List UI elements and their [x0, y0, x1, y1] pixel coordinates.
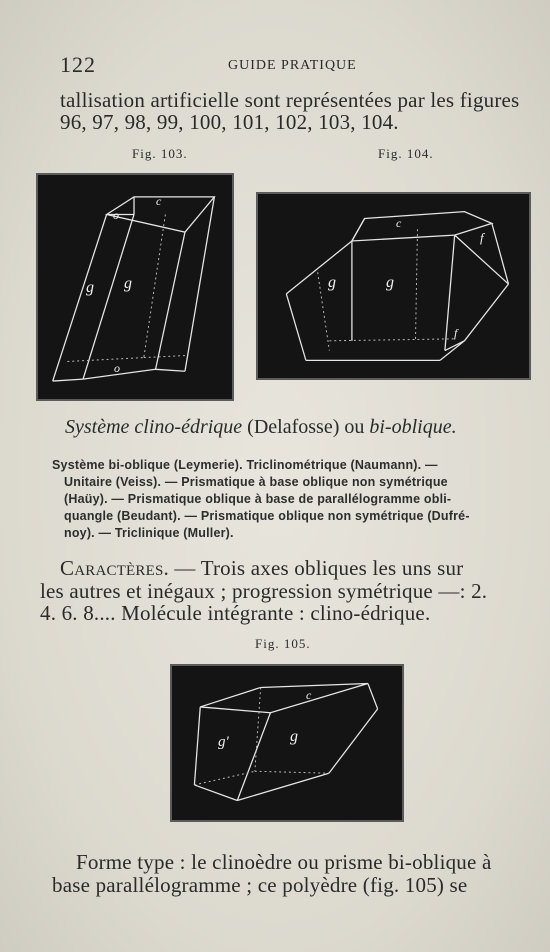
fig103-face-c: c — [156, 194, 162, 208]
figure-105-crystal-drawing — [172, 666, 402, 820]
fig105-face-g-prime: g' — [218, 734, 229, 750]
characters-line-1-text: — Trois axes obliques les uns sur — [168, 556, 464, 580]
fig105-face-c: c — [306, 688, 312, 702]
paragraph-top-line-2: 96, 97, 98, 99, 100, 101, 102, 103, 104. — [60, 110, 399, 134]
synonyms-line-3: (Haüy). — Prismatique oblique à base de parallélogramme obli- — [64, 492, 452, 506]
paragraph-top-line-1: tallisation artificielle sont représentées par les figures — [60, 88, 520, 112]
synonyms-line-4: quangle (Beudant). — Prismatique oblique non symétrique (Dufré- — [64, 509, 470, 523]
fig104-face-g-left: g — [328, 274, 336, 291]
synonyms-line-5: noy). — Triclinique (Muller). — [64, 526, 234, 540]
figure-104-label: Fig. 104. — [378, 146, 434, 161]
synonyms-line-1: Système bi-oblique (Leymerie). Triclinométrique (Naumann). — — [52, 458, 438, 472]
fig103-face-g-right: g — [124, 275, 132, 292]
figure-103-plate — [36, 173, 234, 401]
fig104-face-f-top: f — [480, 230, 484, 245]
fig104-face-f-bottom: f — [454, 326, 458, 340]
fig103-face-o-bottom: o — [114, 361, 120, 375]
figure-103-label: Fig. 103. — [132, 146, 188, 161]
caption-system-name: Système clino-édrique — [65, 416, 243, 438]
characters-line-3: 4. 6. 8.... Molécule intégrante : clino-édrique. — [40, 601, 431, 625]
figure-caption — [65, 416, 525, 439]
running-title: GUIDE PRATIQUE — [228, 58, 357, 73]
paragraph-bottom-line-2: base parallélogramme ; ce polyèdre (fig. 105) se — [52, 873, 468, 897]
figure-105-label: Fig. 105. — [255, 636, 311, 651]
synonyms-line-2: Unitaire (Veiss). — Prismatique à base oblique non symétrique — [64, 475, 448, 489]
synonyms-paragraph — [52, 457, 522, 542]
caption-alt-name: bi-oblique. — [369, 416, 457, 438]
figure-104-plate — [256, 192, 531, 380]
fig103-face-g-left: g — [86, 279, 94, 296]
figure-105-plate — [170, 664, 404, 822]
fig103-face-o-top: o — [113, 208, 119, 222]
figure-103-crystal-drawing — [38, 175, 232, 399]
characters-line-1 — [60, 556, 530, 581]
fig104-face-c: c — [396, 216, 402, 230]
fig105-face-g: g — [290, 728, 298, 745]
characters-line-2: les autres et inégaux ; progression symétrique —: 2. — [40, 579, 488, 603]
caption-author: (Delafosse) ou — [242, 416, 370, 438]
page-number: 122 — [60, 52, 96, 77]
characters-heading: Caractères. — [60, 556, 169, 580]
fig104-face-g-right: g — [386, 274, 394, 291]
paragraph-bottom-line-1: Forme type : le clinoèdre ou prisme bi-oblique à — [76, 850, 492, 874]
